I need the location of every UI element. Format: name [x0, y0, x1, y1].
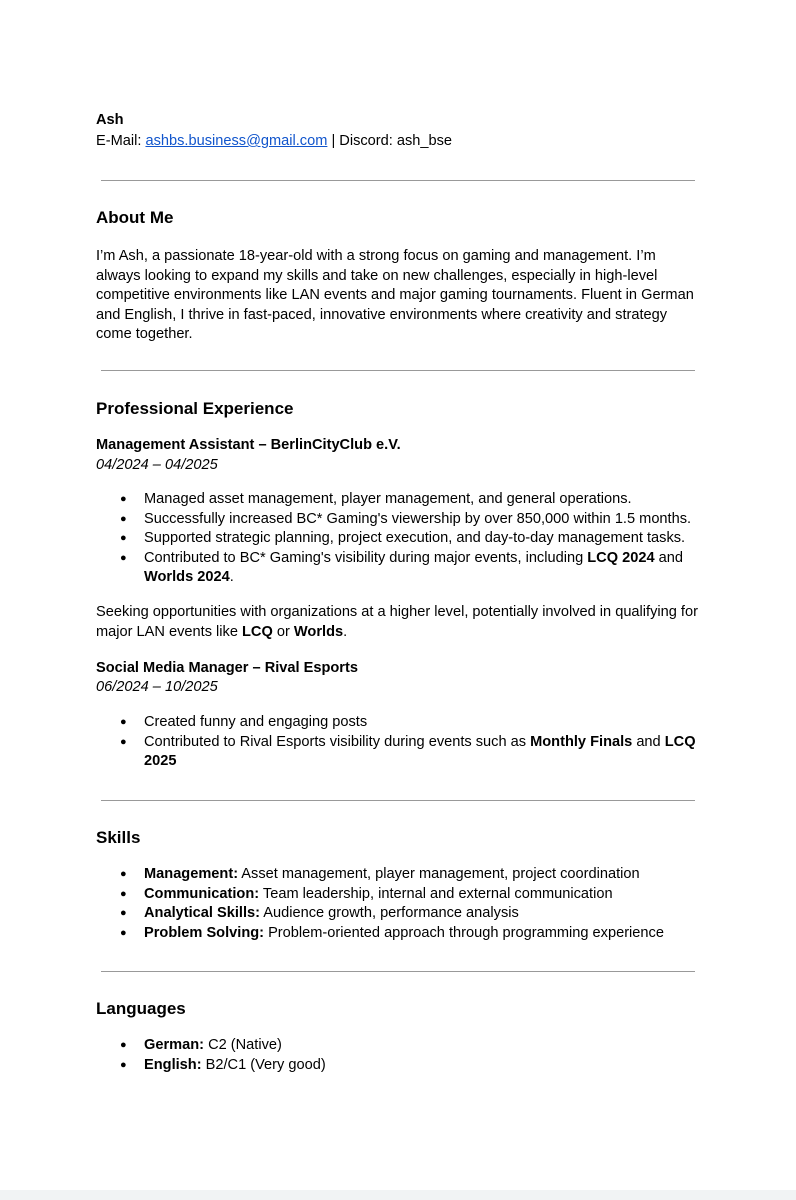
list-item — [96, 733, 706, 772]
seeking-text-part: . — [343, 623, 348, 640]
list-item — [96, 1036, 706, 1056]
skill-text: Asset management, player management, project coordination — [238, 866, 640, 882]
skills-list — [96, 865, 706, 943]
list-item-text: . — [229, 569, 234, 585]
list-item-text: Successfully increased BC* Gaming's viewership by over 850,000 within 1.5 months. — [144, 510, 692, 527]
bullet-icon: ● — [120, 887, 127, 900]
job-dates-2: 06/2024 – 10/2025 — [96, 679, 218, 695]
language-label: English: — [144, 1056, 202, 1073]
bullet-icon: ● — [120, 716, 127, 728]
languages-list — [96, 1036, 706, 1075]
bullet-icon: ● — [120, 512, 127, 525]
list-item — [96, 904, 706, 924]
section-divider — [101, 800, 695, 801]
skills-heading: Skills — [96, 828, 141, 847]
list-item — [96, 490, 706, 510]
event-name: LCQ 2024 — [587, 549, 655, 566]
list-item-text: Managed asset management, player management, and general operations. — [144, 491, 632, 507]
discord-handle: ash_bse — [396, 133, 453, 149]
language-level: C2 (Native) — [204, 1037, 282, 1053]
contact-line — [96, 132, 452, 152]
contact-separator: | — [327, 133, 340, 149]
list-item — [96, 885, 706, 905]
bullet-icon: ● — [120, 1039, 127, 1051]
seeking-text-part: Seeking opportunities with organizations at a higher level, potentially involved in qualifying for major LAN events like — [96, 604, 698, 640]
bullet-icon: ● — [120, 926, 127, 939]
list-item-text: and — [632, 733, 665, 750]
list-item — [96, 510, 706, 530]
list-item — [96, 1056, 706, 1076]
experience-heading: Professional Experience — [96, 399, 294, 418]
event-name: Worlds 2024 — [144, 569, 230, 585]
bullet-icon: ● — [120, 551, 127, 564]
candidate-name: Ash — [96, 112, 124, 128]
event-name: Worlds — [293, 623, 344, 640]
languages-heading: Languages — [96, 999, 186, 1018]
section-divider — [101, 971, 695, 972]
skill-text: Audience growth, performance analysis — [260, 905, 519, 921]
seeking-text-part: or — [272, 623, 294, 640]
list-item — [96, 529, 706, 549]
event-name: LCQ 2025 — [144, 733, 696, 769]
bullet-icon: ● — [120, 868, 127, 880]
bullet-icon: ● — [120, 907, 127, 919]
bullet-icon: ● — [120, 1058, 127, 1071]
skill-label: Communication: — [144, 885, 260, 902]
job-title-1: Management Assistant – BerlinCityClub e.V. — [96, 437, 401, 453]
discord-label: Discord: — [339, 133, 397, 149]
language-label: German: — [144, 1037, 205, 1053]
skill-label: Management: — [144, 866, 239, 882]
list-item — [96, 549, 706, 588]
job-1-bullets — [96, 490, 706, 588]
about-heading: About Me — [96, 208, 174, 227]
list-item-text: Supported strategic planning, project execution, and day-to-day management tasks. — [144, 530, 686, 546]
email-link[interactable]: ashbs.business@gmail.com — [145, 133, 328, 149]
skill-text: Problem-oriented approach through programming experience — [264, 924, 664, 941]
skill-label: Analytical Skills: — [144, 905, 260, 921]
list-item-text: Contributed to BC* Gaming's visibility during major events, including — [144, 549, 588, 566]
about-text: I’m Ash, a passionate 18-year-old with a strong focus on gaming and management. I’m always looking to expand my skills and take on new challenges, especially in high-level competitive environments like LAN events and major gaming tournaments. Fluent in German and English, I thrive in fast-paced, innovative environments where creativity and strategy come together. — [96, 248, 694, 342]
bullet-icon: ● — [120, 735, 127, 748]
email-label: E-Mail: — [96, 133, 146, 149]
job-2-bullets — [96, 713, 706, 772]
skill-label: Problem Solving: — [144, 924, 265, 941]
section-divider — [101, 180, 695, 181]
list-item — [96, 713, 706, 733]
list-item — [96, 865, 706, 885]
list-item-text: and — [654, 549, 683, 566]
bullet-icon: ● — [120, 493, 127, 505]
list-item-text: Created funny and engaging posts — [144, 714, 368, 730]
bullet-icon: ● — [120, 532, 127, 544]
event-name: LCQ — [242, 623, 273, 640]
language-level: B2/C1 (Very good) — [201, 1056, 326, 1073]
seeking-text — [96, 603, 702, 642]
viewer-bottom-bar — [0, 1190, 796, 1200]
skill-text: Team leadership, internal and external communication — [259, 885, 613, 902]
event-name: Monthly Finals — [530, 733, 633, 750]
list-item — [96, 924, 706, 944]
section-divider — [101, 370, 695, 371]
job-dates-1: 04/2024 – 04/2025 — [96, 457, 218, 473]
job-title-2: Social Media Manager – Rival Esports — [96, 660, 358, 676]
list-item-text: Contributed to Rival Esports visibility during events such as — [144, 733, 531, 750]
